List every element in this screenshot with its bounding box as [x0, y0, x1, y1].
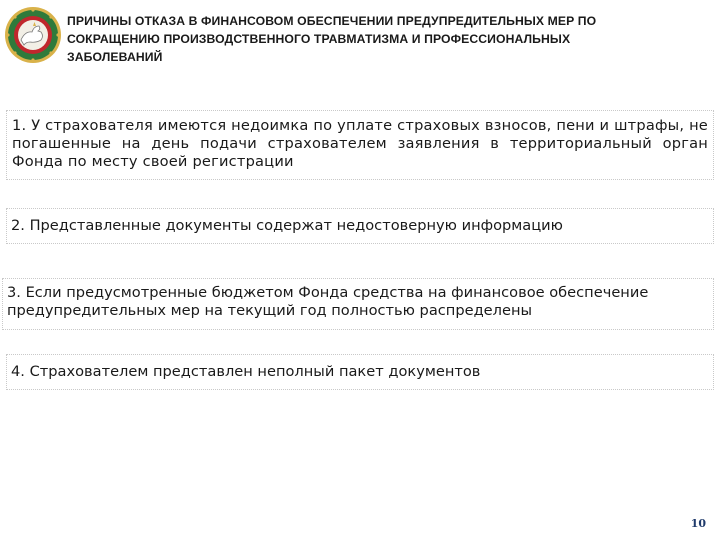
reason-item-1: [6, 110, 714, 180]
title-line: СОКРАЩЕНИЮ ПРОИЗВОДСТВЕННОГО ТРАВМАТИЗМА И ПРОФЕССИОНАЛЬНЫХ: [67, 32, 571, 46]
reason-item-2: [6, 208, 714, 244]
reason-item-3: [2, 278, 714, 330]
coat-of-arms-icon: [4, 6, 62, 64]
reason-text: 4. Страхователем представлен неполный пакет документов: [11, 363, 481, 380]
title-line: ЗАБОЛЕВАНИЙ: [67, 50, 163, 64]
reason-item-4: [6, 354, 714, 390]
reason-text: 2. Представленные документы содержат недостоверную информацию: [11, 217, 563, 234]
reason-text: 3. Если предусмотренные бюджетом Фонда средства на финансовое обеспечение предупредительных мер на текущий год полностью распределены: [7, 284, 649, 319]
page-number: 10: [690, 517, 706, 530]
reason-text: 1. У страхователя имеются недоимка по уплате страховых взносов, пени и штрафы, не погашенные на день подачи страхователем заявления в территориальный орган Фонда по месту своей регистрации: [12, 117, 708, 170]
title-line: ПРИЧИНЫ ОТКАЗА В ФИНАНСОВОМ ОБЕСПЕЧЕНИИ ПРЕДУПРЕДИТЕЛЬНЫХ МЕР ПО: [67, 14, 597, 28]
page-title: [67, 12, 667, 66]
